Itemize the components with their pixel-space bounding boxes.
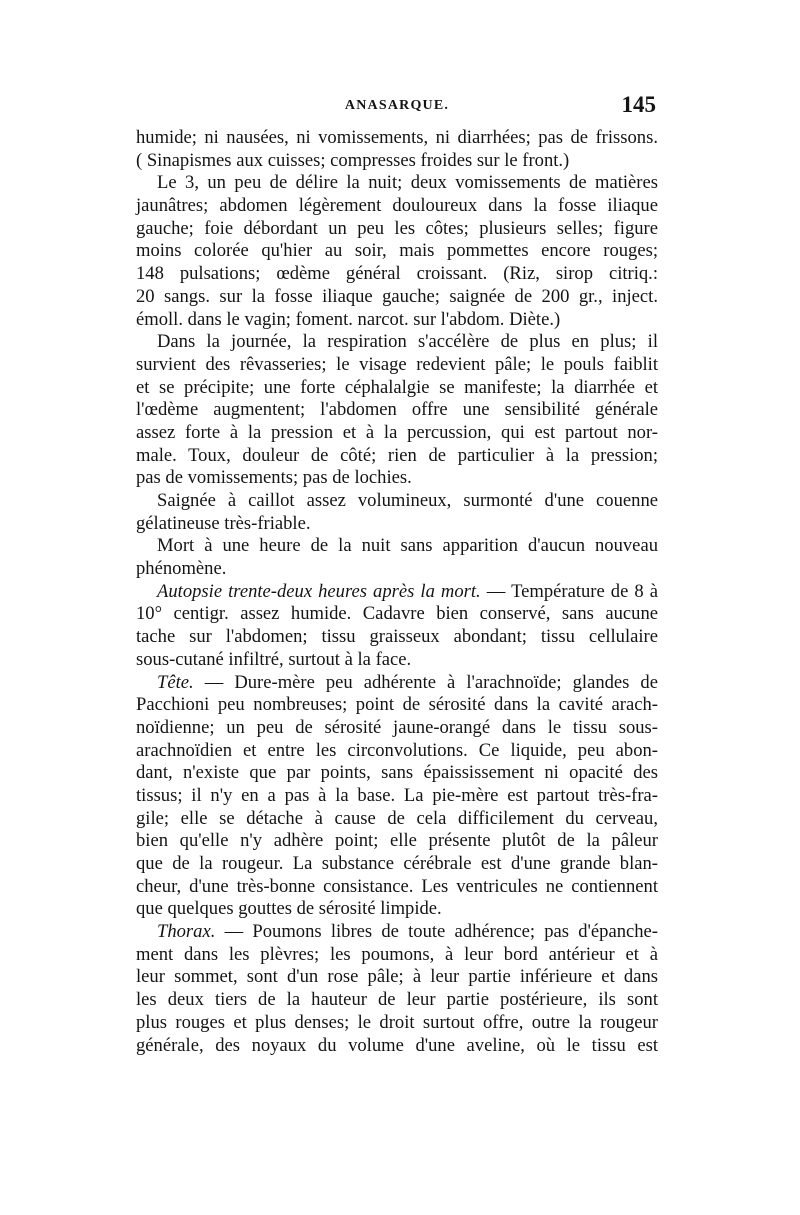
- text-line: Pacchioni peu nombreuses; point de sérosité dans la cavité arach-: [136, 694, 658, 716]
- text-line: ment dans les plèvres; les poumons, à leur bord antérieur et à: [136, 943, 658, 965]
- text-line: l'œdème augmentent; l'abdomen offre une sensibilité générale: [136, 399, 658, 421]
- text-line: noïdienne; un peu de sérosité jaune-orangé dans le tissu sous-: [136, 716, 658, 738]
- text-line: que de la rougeur. La substance cérébrale est d'une grande blan-: [136, 853, 658, 874]
- text-line: jaunâtres; abdomen légèrement douloureux dans la fosse iliaque: [136, 195, 658, 217]
- text-line: tissus; il n'y en a pas à la base. La pie-mère est partout très-fra-: [136, 784, 658, 806]
- section-lead-thorax: Thorax.: [157, 921, 216, 943]
- text-line: Le 3, un peu de délire la nuit; deux vomissements de matières: [157, 172, 658, 194]
- text-line: Mort à une heure de la nuit sans apparition d'aucun nouveau: [157, 535, 658, 557]
- section-lead-autopsie: Autopsie trente-deux heures après la mort.: [157, 580, 481, 602]
- text-line: leur sommet, sont d'un rose pâle; à leur partie inférieure et dans: [136, 966, 658, 988]
- text-line-rest: — Poumons libres de toute adhérence; pas d'épanche-: [224, 921, 658, 943]
- text-line: bien qu'elle n'y adhère point; elle présente plutôt de la pâleur: [136, 830, 658, 852]
- text-line: et se précipite; une forte céphalalgie se manifeste; la diarrhée et: [136, 376, 658, 398]
- text-line: survient des rêvasseries; le visage redevient pâle; le pouls faiblit: [136, 353, 658, 375]
- text-line-rest: — Température de 8 à: [486, 580, 658, 602]
- text-line: dant, n'existe que par points, sans épaississement ni opacité des: [136, 762, 658, 784]
- text-line: que quelques gouttes de sérosité limpide.: [136, 898, 442, 920]
- text-line: arachnoïdien et entre les circonvolutions. Ce liquide, peu abon-: [136, 739, 658, 761]
- text-line: sous-cutané infiltré, surtout à la face.: [136, 648, 412, 670]
- text-line: Dans la journée, la respiration s'accélère de plus en plus; il: [157, 331, 658, 353]
- body-text: [136, 127, 658, 1057]
- text-line: générale, des noyaux du volume d'une aveline, où le tissu est: [136, 1034, 658, 1056]
- text-line: tache sur l'abdomen; tissu graisseux abondant; tissu cellulaire: [136, 626, 658, 648]
- text-line: assez forte à la pression et à la percussion, qui est partout nor-: [136, 421, 658, 443]
- text-line: gélatineuse très-friable.: [136, 512, 311, 534]
- text-line: cheur, d'une très-bonne consistance. Les ventricules ne contiennent: [136, 875, 658, 897]
- page-number: 145: [621, 92, 656, 117]
- text-line: plus rouges et plus denses; le droit surtout offre, outre la rougeur: [136, 1011, 658, 1033]
- text-line: émoll. dans le vagin; foment. narcot. sur l'abdom. Diète.): [136, 308, 561, 330]
- text-line-autopsie: [136, 581, 658, 604]
- text-line: les deux tiers de la hauteur de leur partie postérieure, ils sont: [136, 989, 658, 1011]
- text-line: male. Toux, douleur de côté; rien de particulier à la pression;: [136, 444, 658, 466]
- text-line: gauche; foie débordant un peu les côtes; plusieurs selles; figure: [136, 217, 658, 239]
- text-line: 10° centigr. assez humide. Cadavre bien conservé, sans aucune: [136, 603, 658, 625]
- text-line: phénomène.: [136, 558, 227, 580]
- page-header: [136, 92, 658, 122]
- text-line: Saignée à caillot assez volumineux, surmonté d'une couenne: [157, 490, 658, 511]
- text-line: 148 pulsations; œdème général croissant. (Riz, sirop citriq.:: [136, 263, 658, 285]
- text-line-thorax: [136, 921, 658, 944]
- text-line-tete: [136, 672, 658, 695]
- text-line: humide; ni nausées, ni vomissements, ni diarrhées; pas de frissons.: [136, 127, 658, 148]
- text-line-rest: — Dure-mère peu adhérente à l'arachnoïde; glandes de: [204, 671, 658, 693]
- text-line: gile; elle se détache à cause de cela difficilement du cerveau,: [136, 807, 658, 829]
- text-line: pas de vomissements; pas de lochies.: [136, 467, 412, 489]
- running-title: ANASARQUE.: [344, 98, 450, 113]
- text-line: ( Sinapismes aux cuisses; compresses froides sur le front.): [136, 149, 570, 171]
- text-line: moins colorée qu'hier au soir, mais pommettes encore rouges;: [136, 240, 658, 262]
- text-line: 20 sangs. sur la fosse iliaque gauche; saignée de 200 gr., inject.: [136, 285, 658, 307]
- section-lead-tete: Tête.: [157, 671, 194, 693]
